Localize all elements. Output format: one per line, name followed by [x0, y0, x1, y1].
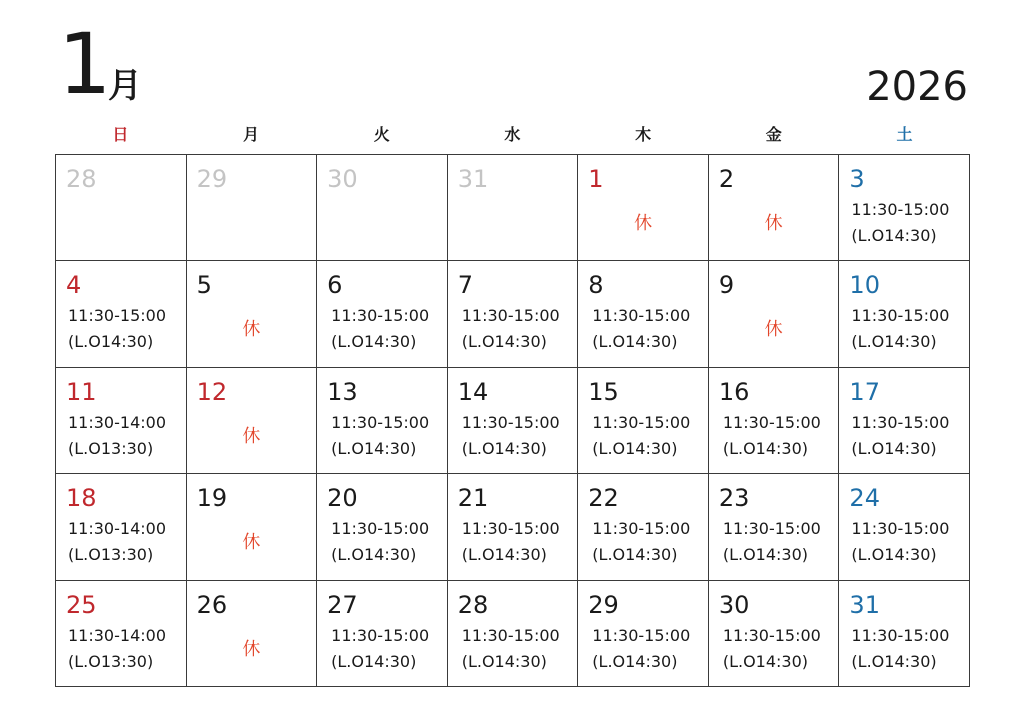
weekday-friday: 金	[765, 125, 782, 144]
calendar-day-cell	[56, 368, 187, 474]
calendar-day-cell	[56, 474, 187, 580]
opening-hours-text: 11:30-15:00	[331, 519, 430, 539]
last-order-text: (L.O14:30)	[331, 332, 417, 352]
day-number: 12	[196, 377, 228, 406]
last-order-text: (L.O14:30)	[592, 438, 678, 458]
business-hours	[723, 516, 821, 568]
day-number: 30	[327, 165, 358, 193]
calendar-day-cell	[709, 155, 840, 261]
last-order-text: (L.O14:30)	[592, 651, 678, 671]
last-order-text: (L.O14:30)	[851, 438, 937, 458]
opening-hours-text: 11:30-15:00	[592, 412, 691, 432]
last-order-text: (L.O14:30)	[461, 651, 547, 671]
day-number: 9	[718, 271, 735, 300]
business-hours	[851, 623, 949, 675]
weekday-sunday: 日	[112, 125, 129, 144]
day-number: 24	[849, 484, 880, 513]
last-order-text: (L.O14:30)	[722, 545, 809, 565]
day-number: 11	[66, 377, 97, 406]
business-hours	[723, 623, 821, 675]
opening-hours-text: 11:30-15:00	[461, 306, 560, 326]
calendar-day-cell	[448, 581, 579, 687]
opening-hours-text: 11:30-15:00	[722, 519, 821, 539]
calendar-day-cell	[839, 261, 970, 367]
calendar-grid	[55, 154, 970, 687]
day-number: 19	[196, 484, 228, 513]
weekday-saturday: 土	[896, 125, 913, 144]
day-number: 29	[196, 165, 228, 193]
calendar-day-cell	[317, 581, 448, 687]
opening-hours-text: 11:30-15:00	[68, 306, 166, 326]
calendar-day-cell	[317, 261, 448, 367]
opening-hours-text: 11:30-15:00	[592, 519, 691, 539]
closed-day-label: 休	[242, 532, 261, 554]
opening-hours-text: 11:30-15:00	[461, 412, 560, 432]
day-number: 17	[849, 377, 880, 406]
opening-hours-text: 11:30-14:00	[68, 519, 166, 539]
last-order-text: (L.O13:30)	[68, 545, 154, 565]
business-hours	[68, 410, 166, 462]
calendar-day-cell	[56, 155, 187, 261]
opening-hours-text: 11:30-15:00	[592, 625, 691, 645]
calendar-day-cell	[187, 581, 318, 687]
last-order-text: (L.O14:30)	[331, 651, 417, 671]
day-number: 20	[327, 484, 358, 513]
calendar-day-cell	[578, 261, 709, 367]
calendar-day-cell	[187, 474, 318, 580]
business-hours	[851, 303, 949, 355]
closed-day-label: 休	[634, 213, 653, 234]
last-order-text: (L.O14:30)	[331, 438, 417, 458]
business-hours	[331, 623, 429, 675]
calendar-day-cell	[578, 474, 709, 580]
calendar-day-cell	[839, 581, 970, 687]
day-number: 10	[849, 271, 880, 300]
closed-day-label: 休	[764, 213, 783, 234]
closed-day-label: 休	[764, 319, 783, 341]
opening-hours-text: 11:30-15:00	[331, 625, 430, 645]
opening-hours-text: 11:30-15:00	[461, 625, 560, 645]
business-hours	[331, 303, 429, 355]
closed-day-label: 休	[242, 319, 261, 341]
month-number: 1	[58, 15, 112, 113]
opening-hours-text: 11:30-15:00	[722, 412, 821, 432]
business-hours	[462, 410, 560, 462]
business-hours	[723, 410, 821, 462]
day-number: 29	[588, 590, 619, 619]
business-hours	[592, 623, 690, 675]
day-number: 8	[588, 271, 604, 300]
last-order-text: (L.O14:30)	[851, 226, 937, 245]
calendar-day-cell	[839, 155, 970, 261]
last-order-text: (L.O13:30)	[68, 438, 154, 458]
opening-hours-text: 11:30-15:00	[851, 519, 950, 539]
calendar-day-cell	[578, 155, 709, 261]
last-order-text: (L.O14:30)	[68, 332, 154, 352]
calendar-day-cell	[187, 155, 318, 261]
opening-hours-text: 11:30-15:00	[331, 306, 430, 326]
day-number: 31	[457, 165, 489, 193]
calendar-day-cell	[448, 261, 579, 367]
day-number: 27	[327, 590, 358, 619]
opening-hours-text: 11:30-15:00	[461, 519, 560, 539]
last-order-text: (L.O14:30)	[851, 651, 937, 671]
opening-hours-text: 11:30-15:00	[851, 412, 950, 432]
day-number: 13	[327, 377, 358, 406]
calendar-day-cell	[709, 368, 840, 474]
opening-hours-text: 11:30-15:00	[851, 625, 950, 645]
calendar-day-cell	[317, 474, 448, 580]
month-label: 月	[108, 66, 142, 106]
opening-hours-text: 11:30-15:00	[722, 625, 821, 645]
business-hours	[592, 303, 690, 355]
calendar-day-cell	[187, 368, 318, 474]
last-order-text: (L.O14:30)	[851, 332, 937, 352]
day-number: 31	[849, 590, 880, 619]
business-hours	[331, 516, 429, 568]
day-number: 26	[196, 590, 228, 619]
day-number: 14	[457, 377, 489, 406]
closed-day-label: 休	[242, 638, 261, 660]
last-order-text: (L.O14:30)	[461, 545, 547, 565]
weekday-header-row	[55, 123, 970, 147]
business-hours	[462, 303, 560, 355]
business-hours	[851, 197, 949, 249]
day-number: 25	[66, 590, 97, 619]
day-number: 15	[588, 377, 619, 406]
day-number: 21	[457, 484, 489, 513]
day-number: 3	[849, 165, 865, 193]
business-hours	[592, 516, 690, 568]
weekday-thursday: 木	[635, 125, 652, 144]
calendar-day-cell	[448, 368, 579, 474]
last-order-text: (L.O14:30)	[722, 438, 809, 458]
business-hours	[68, 303, 166, 355]
calendar-day-cell	[448, 474, 579, 580]
business-hours	[68, 516, 166, 568]
business-hours	[331, 410, 429, 462]
day-number: 4	[66, 271, 82, 300]
last-order-text: (L.O14:30)	[331, 545, 417, 565]
day-number: 28	[66, 165, 97, 193]
closed-day-label: 休	[242, 425, 261, 447]
opening-hours-text: 11:30-14:00	[68, 625, 166, 645]
day-number: 23	[718, 484, 750, 513]
calendar-day-cell	[448, 155, 579, 261]
calendar-day-cell	[56, 261, 187, 367]
calendar-day-cell	[709, 581, 840, 687]
last-order-text: (L.O14:30)	[722, 651, 809, 671]
calendar-day-cell	[56, 581, 187, 687]
opening-hours-text: 11:30-15:00	[851, 200, 950, 219]
day-number: 18	[66, 484, 97, 513]
business-hours	[851, 516, 949, 568]
calendar-day-cell	[839, 368, 970, 474]
opening-hours-text: 11:30-15:00	[851, 306, 950, 326]
last-order-text: (L.O14:30)	[851, 545, 937, 565]
calendar-day-cell	[187, 261, 318, 367]
day-number: 2	[718, 165, 735, 193]
day-number: 5	[196, 271, 212, 300]
calendar-day-cell	[317, 155, 448, 261]
last-order-text: (L.O13:30)	[68, 651, 154, 671]
business-hours	[851, 410, 949, 462]
calendar-day-cell	[578, 581, 709, 687]
opening-hours-text: 11:30-15:00	[592, 306, 691, 326]
opening-hours-text: 11:30-14:00	[68, 412, 166, 432]
business-hours	[462, 516, 560, 568]
day-number: 28	[457, 590, 489, 619]
business-hours	[592, 410, 690, 462]
weekday-wednesday: 水	[504, 125, 521, 144]
calendar-day-cell	[709, 261, 840, 367]
last-order-text: (L.O14:30)	[592, 545, 678, 565]
calendar-day-cell	[317, 368, 448, 474]
calendar-day-cell	[709, 474, 840, 580]
business-hours	[462, 623, 560, 675]
weekday-tuesday: 火	[373, 125, 390, 144]
business-hours	[68, 623, 166, 675]
day-number: 1	[588, 165, 604, 193]
calendar-day-cell	[578, 368, 709, 474]
year-label: 2026	[866, 64, 968, 110]
day-number: 22	[588, 484, 619, 513]
weekday-monday: 月	[243, 125, 260, 144]
last-order-text: (L.O14:30)	[592, 332, 678, 352]
day-number: 7	[457, 271, 473, 300]
day-number: 16	[718, 377, 750, 406]
day-number: 6	[327, 271, 343, 300]
last-order-text: (L.O14:30)	[461, 438, 547, 458]
calendar-day-cell	[839, 474, 970, 580]
last-order-text: (L.O14:30)	[461, 332, 547, 352]
opening-hours-text: 11:30-15:00	[331, 412, 430, 432]
day-number: 30	[718, 590, 750, 619]
